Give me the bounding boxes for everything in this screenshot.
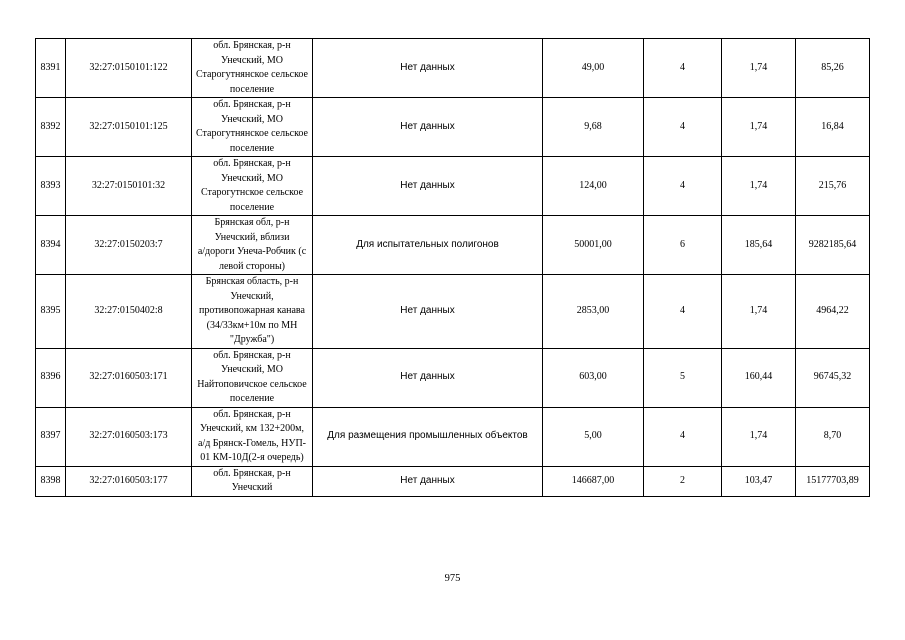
address-line: поселение	[229, 83, 275, 95]
address-cell	[192, 275, 313, 349]
cost-cell: 15177703,89	[796, 466, 870, 496]
row-number-cell: 8396	[36, 348, 66, 407]
address-line: Унечский, МО	[221, 113, 283, 125]
address-line: (34/33км+10м по МН	[206, 319, 298, 331]
address-line: обл. Брянская, р-н	[213, 40, 291, 51]
cost-cell: 16,84	[796, 98, 870, 157]
address-line: а/д Брянск-Гомель, НУП-	[197, 437, 306, 449]
group-cell: 4	[644, 98, 722, 157]
address-line: обл. Брянская, р-н	[213, 408, 291, 420]
permitted-use-cell: Нет данных	[313, 466, 543, 496]
address-line: Старогутнское сельское	[200, 187, 304, 198]
address-cell	[192, 466, 313, 496]
table-row	[36, 407, 870, 466]
table-body	[36, 39, 870, 497]
address-line: поселение	[229, 142, 275, 154]
rate-cell: 1,74	[722, 39, 796, 98]
row-number-cell: 8393	[36, 157, 66, 216]
table-row	[36, 348, 870, 407]
address-line: левой стороны)	[218, 260, 285, 272]
rate-cell: 185,64	[722, 216, 796, 275]
group-cell: 4	[644, 157, 722, 216]
cost-cell: 9282185,64	[796, 216, 870, 275]
cost-cell: 4964,22	[796, 275, 870, 349]
area-cell: 603,00	[543, 348, 644, 407]
cadastral-number-cell: 32:27:0150203:7	[66, 216, 192, 275]
address-line: Брянская область, р-н	[205, 276, 299, 287]
row-number-cell: 8397	[36, 407, 66, 466]
address-line: Брянская обл, р-н	[214, 217, 290, 228]
address-line: Унечский	[231, 482, 273, 493]
address-cell	[192, 348, 313, 407]
address-line: обл. Брянская, р-н	[213, 158, 291, 169]
area-cell: 124,00	[543, 157, 644, 216]
address-line: Унечский, км 132+200м,	[200, 423, 304, 434]
cadastral-number-cell: 32:27:0160503:177	[66, 466, 192, 496]
cadastral-number-cell: 32:27:0160503:171	[66, 348, 192, 407]
group-cell: 6	[644, 216, 722, 275]
address-cell	[192, 157, 313, 216]
group-cell: 2	[644, 466, 722, 496]
cost-cell: 85,26	[796, 39, 870, 98]
rate-cell: 1,74	[722, 157, 796, 216]
address-cell	[192, 39, 313, 98]
address-line: Найтоповичское сельское	[197, 378, 307, 390]
address-line: поселение	[229, 393, 275, 404]
page-number: 975	[444, 573, 461, 584]
permitted-use-cell: Для испытательных полигонов	[313, 216, 543, 275]
cadastral-number-cell: 32:27:0150101:32	[66, 157, 192, 216]
table-row	[36, 275, 870, 349]
area-cell: 2853,00	[543, 275, 644, 349]
rate-cell: 160,44	[722, 348, 796, 407]
address-cell	[192, 216, 313, 275]
table-row	[36, 216, 870, 275]
address-cell	[192, 407, 313, 466]
area-cell: 5,00	[543, 407, 644, 466]
rate-cell: 103,47	[722, 466, 796, 496]
address-line: Унечский, МО	[221, 54, 283, 66]
area-cell: 146687,00	[543, 466, 644, 496]
group-cell: 4	[644, 275, 722, 349]
cadastral-number-cell: 32:27:0160503:173	[66, 407, 192, 466]
address-line: Унечский, МО	[221, 364, 283, 375]
address-line: а/дороги Унеча-Робчик (с	[197, 246, 307, 257]
address-line: Унечский, МО	[221, 172, 283, 184]
address-line: обл. Брянская, р-н	[213, 349, 291, 361]
row-number-cell: 8398	[36, 466, 66, 496]
group-cell: 4	[644, 39, 722, 98]
permitted-use-cell: Нет данных	[313, 157, 543, 216]
rate-cell: 1,74	[722, 98, 796, 157]
table-row	[36, 157, 870, 216]
cost-cell: 8,70	[796, 407, 870, 466]
address-line: Старогутнянское сельское	[196, 69, 308, 80]
area-cell: 49,00	[543, 39, 644, 98]
row-number-cell: 8394	[36, 216, 66, 275]
row-number-cell: 8392	[36, 98, 66, 157]
permitted-use-cell: Нет данных	[313, 275, 543, 349]
table-row	[36, 39, 870, 98]
address-line: обл. Брянская, р-н	[213, 467, 291, 479]
permitted-use-cell: Нет данных	[313, 39, 543, 98]
address-line: противопожарная канава	[199, 305, 305, 316]
cadastral-number-cell: 32:27:0150101:122	[66, 39, 192, 98]
cost-cell: 96745,32	[796, 348, 870, 407]
table-row	[36, 98, 870, 157]
address-line: Старогутнянское сельское	[196, 128, 308, 139]
address-line: поселение	[229, 201, 275, 213]
permitted-use-cell: Для размещения промышленных объектов	[313, 407, 543, 466]
rate-cell: 1,74	[722, 407, 796, 466]
address-line: 01 КМ-10Д(2-я очередь)	[200, 452, 304, 463]
permitted-use-cell: Нет данных	[313, 98, 543, 157]
address-line: обл. Брянская, р-н	[213, 99, 291, 110]
area-cell: 9,68	[543, 98, 644, 157]
area-cell: 50001,00	[543, 216, 644, 275]
cost-cell: 215,76	[796, 157, 870, 216]
land-registry-table	[35, 38, 870, 497]
group-cell: 4	[644, 407, 722, 466]
address-cell	[192, 98, 313, 157]
group-cell: 5	[644, 348, 722, 407]
permitted-use-cell: Нет данных	[313, 348, 543, 407]
address-line: Унечский, вблизи	[214, 231, 290, 243]
rate-cell: 1,74	[722, 275, 796, 349]
address-line: "Дружба")	[229, 334, 275, 345]
cadastral-number-cell: 32:27:0150101:125	[66, 98, 192, 157]
cadastral-number-cell: 32:27:0150402:8	[66, 275, 192, 349]
row-number-cell: 8395	[36, 275, 66, 349]
address-line: Унечский,	[230, 290, 274, 302]
table-row	[36, 466, 870, 496]
row-number-cell: 8391	[36, 39, 66, 98]
